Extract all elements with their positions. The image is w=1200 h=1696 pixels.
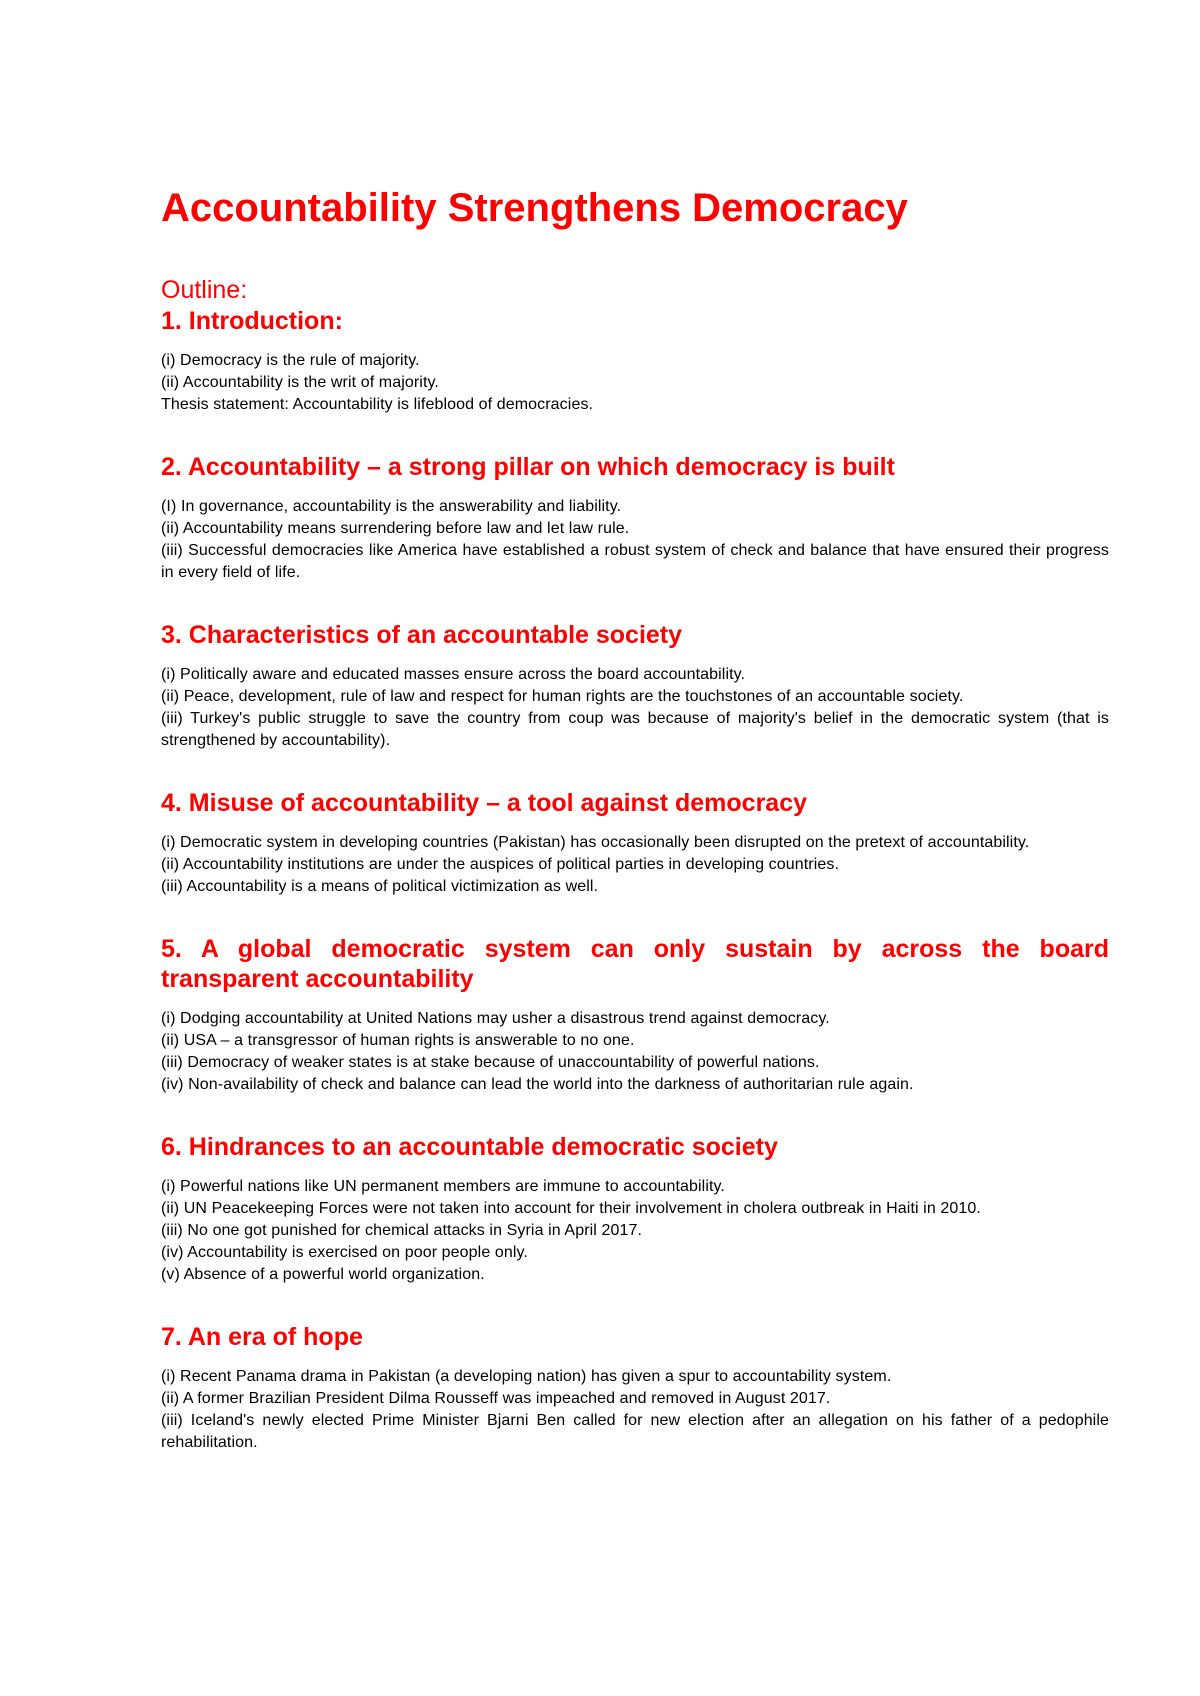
point-list bbox=[161, 350, 1109, 416]
point-list bbox=[161, 1366, 1109, 1454]
document-title: Accountability Strengthens Democracy bbox=[161, 186, 908, 230]
list-item: (i) Powerful nations like UN permanent members are immune to accountability. bbox=[161, 1178, 725, 1195]
list-item: (ii) Accountability means surrendering before law and let law rule. bbox=[161, 520, 630, 537]
list-item: (iii) Turkey's public struggle to save the country from coup was because of majority's belief in the democratic system (that is strengthened by accountability). bbox=[161, 710, 1109, 749]
point-list bbox=[161, 496, 1109, 584]
section-era-of-hope bbox=[161, 1322, 1109, 1454]
list-item: (iii) Democracy of weaker states is at stake because of unaccountability of powerful nations. bbox=[161, 1054, 820, 1071]
list-item: (i) Democratic system in developing countries (Pakistan) has occasionally been disrupted on the pretext of accountability. bbox=[161, 834, 1030, 851]
point-list bbox=[161, 832, 1109, 898]
list-item: (ii) Peace, development, rule of law and respect for human rights are the touchstones of an accountable society. bbox=[161, 688, 964, 705]
list-item: (I) In governance, accountability is the answerability and liability. bbox=[161, 498, 622, 515]
section-misuse bbox=[161, 788, 1109, 898]
section-hindrances bbox=[161, 1132, 1109, 1286]
list-item: (i) Democracy is the rule of majority. bbox=[161, 352, 420, 369]
list-item: (v) Absence of a powerful world organization. bbox=[161, 1266, 485, 1283]
point-list bbox=[161, 664, 1109, 752]
list-item: Thesis statement: Accountability is lifeblood of democracies. bbox=[161, 396, 594, 413]
list-item: (ii) A former Brazilian President Dilma Rousseff was impeached and removed in August 2017. bbox=[161, 1390, 831, 1407]
list-item: (iv) Non-availability of check and balance can lead the world into the darkness of authoritarian rule again. bbox=[161, 1076, 914, 1093]
list-item: (ii) Accountability is the writ of majority. bbox=[161, 374, 439, 391]
list-item: (i) Dodging accountability at United Nations may usher a disastrous trend against democracy. bbox=[161, 1010, 830, 1027]
list-item: (iv) Accountability is exercised on poor people only. bbox=[161, 1244, 528, 1261]
outline-label: Outline: bbox=[161, 276, 248, 304]
list-item: (ii) USA – a transgressor of human rights is answerable to no one. bbox=[161, 1032, 635, 1049]
section-heading: 7. An era of hope bbox=[161, 1323, 363, 1351]
list-item: (ii) Accountability institutions are under the auspices of political parties in developing countries. bbox=[161, 856, 840, 873]
list-item: (iii) No one got punished for chemical attacks in Syria in April 2017. bbox=[161, 1222, 643, 1239]
section-introduction bbox=[161, 306, 1109, 416]
section-pillar bbox=[161, 452, 1109, 584]
section-global-system bbox=[161, 934, 1109, 1096]
list-item: (iii) Accountability is a means of political victimization as well. bbox=[161, 878, 599, 895]
section-heading: 3. Characteristics of an accountable society bbox=[161, 621, 683, 649]
section-heading: 2. Accountability – a strong pillar on which democracy is built bbox=[161, 453, 895, 481]
list-item: (iii) Iceland's newly elected Prime Minister Bjarni Ben called for new election after an allegation on his father of a pedophile rehabilitation. bbox=[161, 1412, 1109, 1451]
list-item: (i) Recent Panama drama in Pakistan (a developing nation) has given a spur to accountability system. bbox=[161, 1368, 892, 1385]
list-item: (iii) Successful democracies like America have established a robust system of check and balance that have ensured their progress in every field of life. bbox=[161, 542, 1109, 581]
section-heading: 5. A global democratic system can only sustain by across the board transparent accountability bbox=[161, 935, 1109, 993]
point-list bbox=[161, 1176, 1109, 1286]
point-list bbox=[161, 1008, 1109, 1096]
list-item: (ii) UN Peacekeeping Forces were not taken into account for their involvement in cholera outbreak in Haiti in 2010. bbox=[161, 1200, 981, 1217]
document-page bbox=[161, 180, 1109, 1454]
section-heading: 6. Hindrances to an accountable democratic society bbox=[161, 1133, 778, 1161]
section-heading: 4. Misuse of accountability – a tool against democracy bbox=[161, 789, 808, 817]
section-heading: 1. Introduction: bbox=[161, 307, 343, 335]
section-characteristics bbox=[161, 620, 1109, 752]
list-item: (i) Politically aware and educated masses ensure across the board accountability. bbox=[161, 666, 746, 683]
